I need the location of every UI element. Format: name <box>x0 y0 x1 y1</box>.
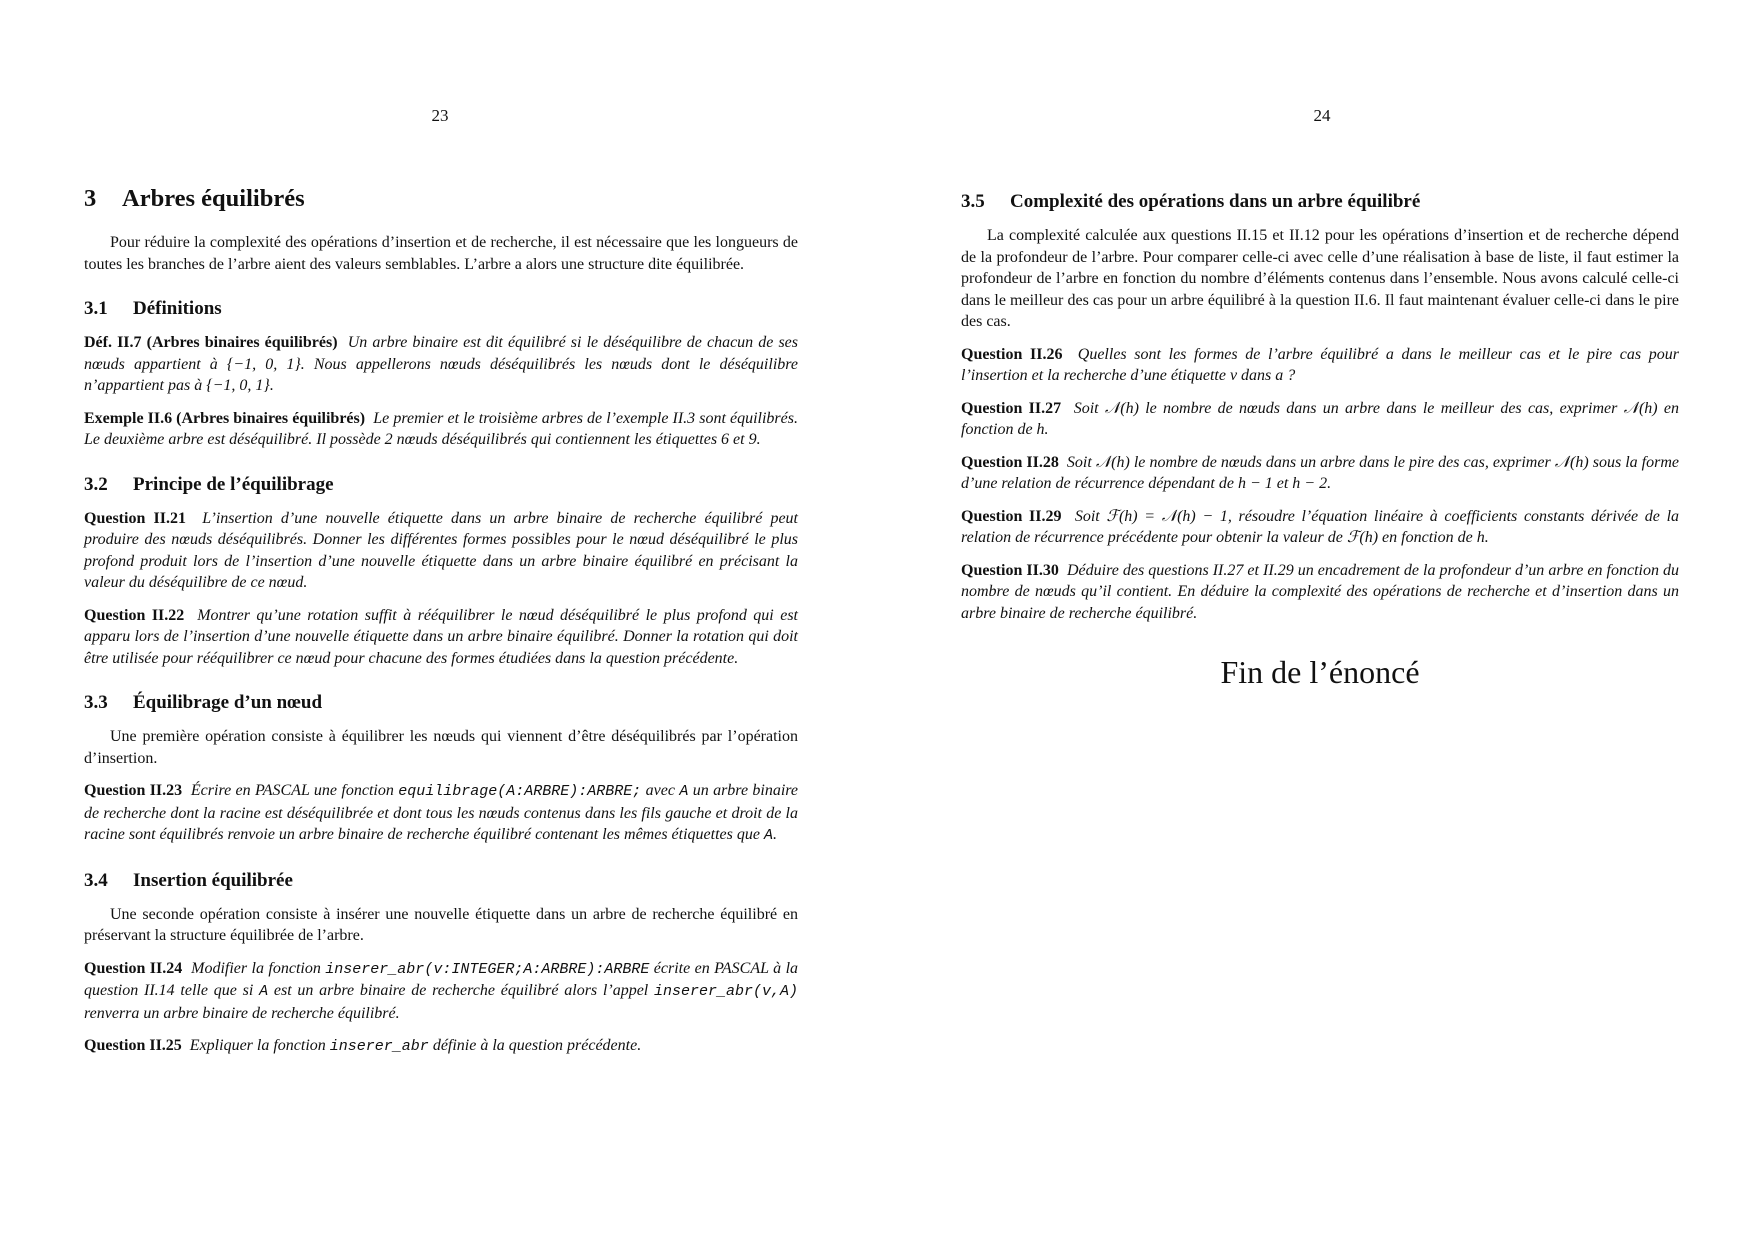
subsection-title-3-3: 3.3 Équilibrage d’un nœud <box>84 692 323 713</box>
page-number: 24 <box>1313 106 1331 125</box>
subsection-intro-3-4: Une seconde opération consiste à insérer une nouvelle étiquette dans un arbre de recherche équilibré en préservant la structure équilibrée de l’arbre. <box>84 905 798 944</box>
question-ii-21: Question II.21 L’insertion d’une nouvelle étiquette dans un arbre binaire de recherche équilibré peut produire des nœuds déséquilibrés. Donner les différentes formes possibles pour le nœud déséquilibré le plus profond produit lors de l’insertion d’une nouvelle étiquette dans un arbre binaire équilibré en précisant la valeur du déséquilibre de ce nœud. <box>84 509 798 591</box>
end-of-statement: Fin de l’énoncé <box>1220 654 1420 690</box>
section-title: 3 Arbres équilibrés <box>84 185 305 212</box>
section-intro: Pour réduire la complexité des opérations d’insertion et de recherche, il est nécessaire que les longueurs de toutes les branches de l’arbre aient des valeurs semblables. L’arbre a alors une structure dite équilibrée. <box>84 234 798 273</box>
question-ii-29: Question II.29 Soit ℱ(h) = 𝒩(h) − 1, résoudre l’équation linéaire à coefficients constants dérivée de la relation de récurrence précédente pour obtenir la valeur de ℱ(h) en fonction de h. <box>961 507 1680 546</box>
question-ii-27: Question II.27 Soit 𝒩(h) le nombre de nœuds dans un arbre dans le meilleur des cas, exprimer 𝒩(h) en fonction de h. <box>961 399 1680 438</box>
question-ii-23: Question II.23 Écrire en PASCAL une fonction equilibrage(A:ARBRE):ARBRE; avec A un arbre binaire de recherche dont la racine est déséquilibrée et dont tous les nœuds contenus dans les fils gauche et droit de la racine sont équilibrés renvoie un arbre binaire de recherche équilibré contenant les mêmes étiquettes que A. <box>84 782 799 844</box>
left-content <box>84 184 798 1069</box>
subsection-intro-3-3: Une première opération consiste à équilibrer les nœuds qui viennent d’être déséquilibrés par l’opération d’insertion. <box>84 728 798 767</box>
right-page <box>877 0 1754 1240</box>
question-ii-22: Question II.22 Montrer qu’une rotation suffit à rééquilibrer le nœud déséquilibré le plus profond qui est apparu lors de l’insertion d’une nouvelle étiquette dans un arbre binaire équilibré. Donner la rotation qui doit être utilisée pour rééquilibrer ce nœud pour chacune des formes étudiées dans la question précédente. <box>84 606 798 667</box>
question-ii-25: Question II.25 Expliquer la fonction inserer_abr définie à la question précédente. <box>84 1037 642 1055</box>
page-number: 23 <box>431 106 449 125</box>
subsection-title-3-1: 3.1 Définitions <box>84 298 222 319</box>
question-ii-30: Question II.30 Déduire des questions II.27 et II.29 un encadrement de la profondeur d’un arbre en fonction du nombre de nœuds qu’il contient. En déduire la complexité des opérations de recherche et d’insertion dans un arbre binaire de recherche équilibré. <box>961 561 1680 622</box>
question-ii-28: Question II.28 Soit 𝒩(h) le nombre de nœuds dans un arbre dans le pire des cas, exprimer 𝒩(h) sous la forme d’une relation de récurrence dépendant de h − 1 et h − 2. <box>961 453 1680 492</box>
example-paragraph: Exemple II.6 (Arbres binaires équilibrés) Le premier et le troisième arbres de l’exemple II.3 sont équilibrés. Le deuxième arbre est déséquilibré. Il possède 2 nœuds déséquilibrés qui contiennent les étiquettes 6 et 9. <box>84 409 798 448</box>
subsection-title-3-4: 3.4 Insertion équilibrée <box>84 869 293 891</box>
subsection-intro-3-5: La complexité calculée aux questions II.15 et II.12 pour les opérations d’insertion et de recherche dépend de la profondeur de l’arbre. Pour comparer celle-ci avec celle d’une réalisation à base de liste, il faut estimer la profondeur de l’arbre en fonction du nombre d’éléments contenus dans l’ensemble. Nous avons calculé celle-ci dans le meilleur des cas pour un arbre équilibré à la question II.6. Il faut maintenant évaluer celle-ci dans le pire des cas. <box>961 227 1679 330</box>
definition-paragraph: Déf. II.7 (Arbres binaires équilibrés) Un arbre binaire est dit équilibré si le déséquilibre de chacun de ses nœuds appartient à {−1, 0, 1}. Nous appellerons nœuds déséquilibrés les nœuds dont le déséquilibre n’appartient pas à {−1, 0, 1}. <box>84 334 799 394</box>
question-ii-24: Question II.24 Modifier la fonction inserer_abr(v:INTEGER;A:ARBRE):ARBRE écrite en PASCAL à la question II.14 telle que si A est un arbre binaire de recherche équilibré alors l’appel inserer_abr(v,A) renverra un arbre binaire de recherche équilibré. <box>84 959 799 1022</box>
right-content <box>961 190 1680 690</box>
question-ii-26: Question II.26 Quelles sont les formes de l’arbre équilibré a dans le meilleur cas et le pire cas pour l’insertion et la recherche d’une étiquette v dans a ? <box>961 345 1679 384</box>
subsection-title-3-2: 3.2 Principe de l’équilibrage <box>84 473 334 495</box>
subsection-title-3-5: 3.5 Complexité des opérations dans un arbre équilibré <box>961 191 1421 212</box>
